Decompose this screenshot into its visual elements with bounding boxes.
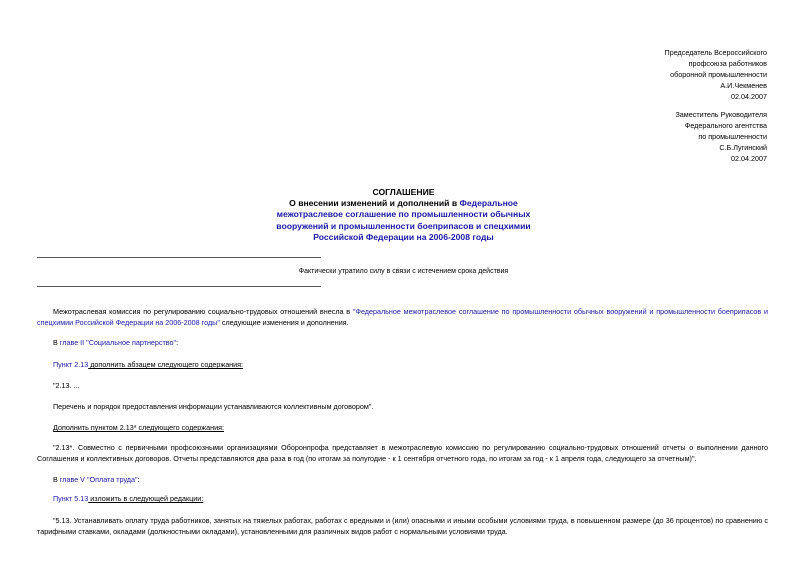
clause-5-13-suffix: изложить в следующей редакции: bbox=[88, 494, 204, 503]
signatory-line: Заместитель Руководителя bbox=[675, 110, 767, 119]
signatory-block-2 bbox=[675, 109, 767, 164]
add-clause-2-13-star-text: Дополнить пунктом 2.13* следующего содержания: bbox=[53, 423, 224, 432]
signatory-block-1 bbox=[665, 47, 767, 102]
signatory-line: оборонной промышленности bbox=[670, 70, 767, 79]
status-note: Фактически утратило силу в связи с истечением срока действия bbox=[298, 268, 509, 275]
title-agreement-link-4[interactable]: Российской Федерации на 2006-2008 годы bbox=[313, 231, 494, 242]
divider-bottom bbox=[37, 286, 321, 287]
chapter-2-paragraph bbox=[37, 338, 768, 349]
title-prefix: О внесении изменений и дополнений в bbox=[289, 198, 460, 209]
clause-2-13-text: Перечень и порядок предоставления информации устанавливаются коллективным договором". bbox=[53, 402, 374, 411]
title-heading: СОГЛАШЕНИЕ bbox=[372, 187, 435, 197]
chapter-2-suffix: : bbox=[176, 338, 179, 347]
intro-suffix: следующие изменения и дополнения. bbox=[219, 317, 349, 327]
title-line-2 bbox=[180, 198, 627, 209]
clause-5-13-text: "5.13. Устанавливать оплату труда работников, занятых на тяжелых работах, работах с вредными и (или) опасными и иными особыми условиями труда, в повышенном размере (до 36 процентов) по сравнению с тарифными ставками, окладами (должностными окладами), установленными для различных видов работ с нормальными условиями труда. bbox=[37, 516, 768, 536]
divider-top bbox=[37, 257, 321, 258]
signatory-name: А.И.Чекменев bbox=[720, 81, 767, 90]
chapter-2-link[interactable]: главе II "Социальное партнерство" bbox=[59, 338, 177, 347]
intro-prefix: Межотраслевая комиссия по регулированию социально-трудовых отношений внесла в bbox=[53, 307, 353, 316]
add-clause-2-13-star bbox=[37, 423, 768, 434]
clause-2-13-paragraph bbox=[37, 360, 768, 371]
clause-2-13-suffix: дополнить абзацем следующего содержания: bbox=[88, 360, 244, 369]
intro-agreement-link[interactable]: "Федеральное межотраслевое соглашение по промышленности обычных вооружений и промышленности боеприпасов и спецхимии Российской Федерации на 2006-2008 годы" bbox=[37, 307, 768, 327]
chapter-5-link[interactable]: главе V "Оплата труда" bbox=[59, 475, 138, 484]
title-agreement-link-2[interactable]: межотраслевое соглашение по промышленности обычных bbox=[276, 209, 531, 220]
chapter-2-prefix: В bbox=[53, 338, 60, 347]
chapter-5-paragraph bbox=[37, 475, 768, 486]
chapter-5-prefix: В bbox=[53, 475, 60, 484]
signatory-line: по промышленности bbox=[698, 132, 767, 141]
signatory-date: 02.04.2007 bbox=[731, 92, 767, 101]
signatory-date: 02.04.2007 bbox=[731, 154, 767, 163]
title-agreement-link[interactable]: Федеральное bbox=[459, 198, 518, 209]
document-title bbox=[180, 187, 627, 243]
clause-2-13-star-text: "2.13*. Совместно с первичными профсоюзными организациями Оборонпрофа представляет в межотраслевую комиссию по регулированию социально-трудовых отношений отчеты о выполнении данного Соглашения и коллективных договоров. Отчеты представляются два раза в год (по итогам за полугодие - к 1 сентября отчетного года, по итогам за год - к 1 апреля года, следующего за отчетным)". bbox=[37, 443, 768, 463]
signatory-line: Федерального агентства bbox=[684, 121, 767, 130]
intro-paragraph bbox=[37, 307, 768, 328]
clause-5-13-link[interactable]: Пункт 5.13 bbox=[53, 494, 89, 503]
signatory-name: С.Б.Лугинский bbox=[719, 143, 767, 152]
clause-2-13-quote-start: "2.13. ... bbox=[53, 381, 80, 390]
chapter-5-suffix: : bbox=[137, 475, 140, 484]
clause-5-13-paragraph bbox=[37, 494, 768, 505]
title-agreement-link-3[interactable]: вооружений и промышленности боеприпасов и спецхимии bbox=[276, 220, 531, 231]
signatory-line: Председатель Всероссийского bbox=[664, 48, 767, 57]
clause-2-13-link[interactable]: Пункт 2.13 bbox=[53, 360, 89, 369]
signatory-line: профсоюза работников bbox=[688, 59, 767, 68]
